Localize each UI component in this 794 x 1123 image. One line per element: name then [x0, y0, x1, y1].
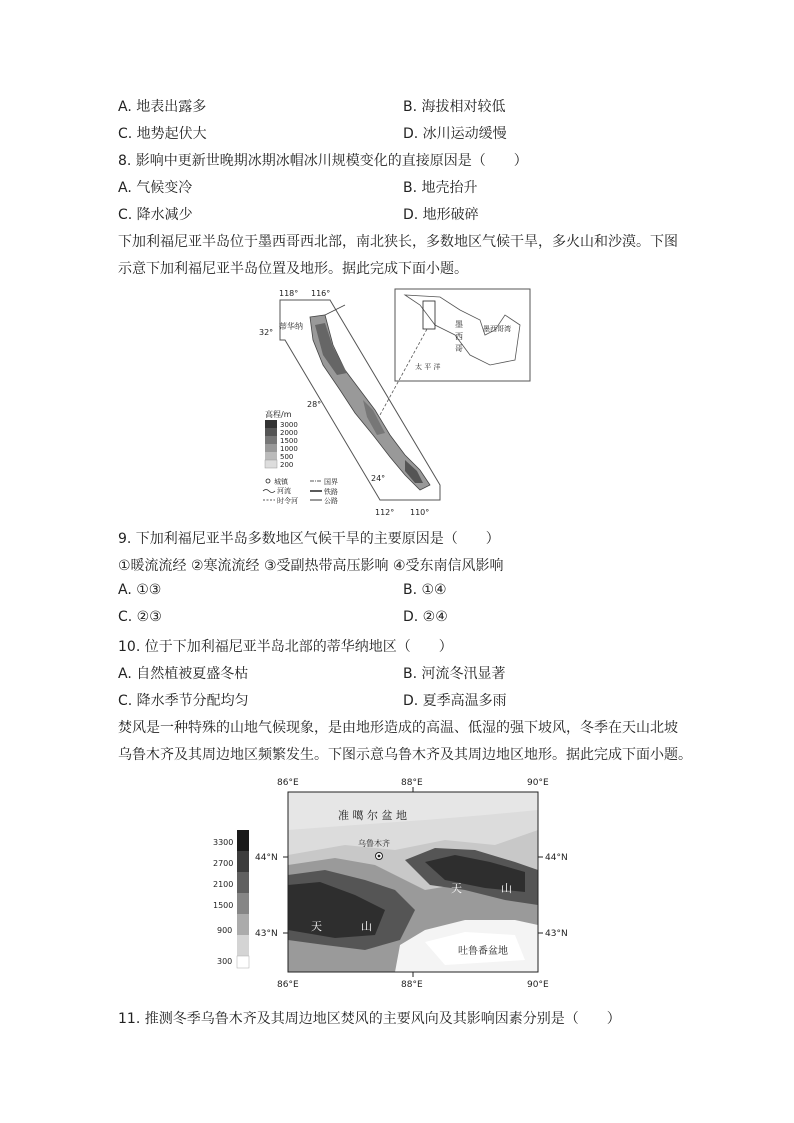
map2-legend-0: 3300 [213, 838, 234, 847]
q9-option-b: B. ①④ [403, 582, 447, 598]
q8-stem: 8. 影响中更新世晚期冰期冰帽冰川规模变化的直接原因是（ ） [118, 153, 528, 169]
passage2-line1: 焚风是一种特殊的山地气候现象，是由地形造成的高温、低湿的强下坡风，冬季在天山北坡 [118, 720, 678, 736]
lon-112-label: 112° [375, 508, 395, 517]
lon-90e-bottom: 90°E [527, 980, 549, 990]
lon-118-label: 118° [279, 289, 299, 298]
legend-railway: 铁路 [324, 488, 338, 496]
q7-option-b: B. 海拔相对较低 [403, 99, 506, 115]
legend-river: 河流 [277, 487, 291, 495]
turpan-basin-label: 吐鲁番盆地 [458, 946, 508, 957]
lat-28-label: 28° [307, 400, 322, 409]
legend-border: 国界 [324, 478, 338, 486]
q9-option-c: C. ②③ [118, 609, 162, 625]
q7-option-c: C. 地势起伏大 [118, 126, 207, 142]
q8-option-c: C. 降水减少 [118, 207, 193, 223]
passage1-line1: 下加利福尼亚半岛位于墨西哥西北部，南北狭长，多数地区气候干旱，多火山和沙漠。下图 [118, 234, 678, 250]
q10-option-c: C. 降水季节分配均匀 [118, 693, 249, 709]
q8-option-b: B. 地壳抬升 [403, 180, 478, 196]
tianshan-east-char2: 山 [501, 882, 512, 895]
inset-pacific-label: 太 平 洋 [415, 363, 441, 371]
lat-24-label: 24° [371, 474, 386, 483]
urumqi-terrain-map [213, 770, 585, 995]
q9-option-a: A. ①③ [118, 582, 162, 598]
q8-option-a: A. 气候变冷 [118, 180, 193, 196]
q7-option-d: D. 冰川运动缓慢 [403, 126, 507, 142]
junggar-basin-label: 准 噶 尔 盆 地 [338, 809, 407, 822]
q9-choices: ①暖流流经 ②寒流流经 ③受副热带高压影响 ④受东南信风影响 [118, 558, 504, 574]
tianshan-west-char1: 天 [311, 920, 322, 933]
lat-43n-left: 43°N [255, 929, 278, 939]
map2-legend-3: 1500 [213, 901, 234, 910]
q9-option-d: D. ②④ [403, 609, 448, 625]
legend-road: 公路 [324, 497, 338, 505]
q8-option-d: D. 地形破碎 [403, 207, 479, 223]
tijuana-label: 蒂华纳 [279, 322, 303, 331]
map2-legend-1: 2700 [213, 859, 234, 868]
inset-mexico-3: 哥 [455, 344, 463, 353]
inset-mexico-2: 西 [455, 332, 463, 341]
tianshan-west-char2: 山 [361, 920, 372, 933]
map2-legend-2: 2100 [213, 880, 234, 889]
lat-32-label: 32° [259, 328, 274, 337]
lon-110-label: 110° [410, 508, 430, 517]
q7-option-a: A. 地表出露多 [118, 99, 207, 115]
lat-43n-right: 43°N [545, 929, 568, 939]
map2-legend-5: 300 [217, 957, 233, 966]
tianshan-east-char1: 天 [451, 882, 462, 895]
q11-stem: 11. 推测冬季乌鲁木齐及其周边地区焚风的主要风向及其影响因素分别是（ ） [118, 1011, 621, 1027]
q9-stem: 9. 下加利福尼亚半岛多数地区气候干旱的主要原因是（ ） [118, 531, 500, 547]
lat-44n-left: 44°N [255, 853, 278, 863]
lon-88e-bottom: 88°E [401, 980, 423, 990]
legend-level-4: 500 [280, 453, 294, 461]
q10-option-d: D. 夏季高温多雨 [403, 693, 507, 709]
q10-stem: 10. 位于下加利福尼亚半岛北部的蒂华纳地区（ ） [118, 639, 453, 655]
passage1-line2: 示意下加利福尼亚半岛位置及地形。据此完成下面小题。 [118, 261, 468, 277]
lon-90e-top: 90°E [527, 778, 549, 788]
legend-level-0: 3000 [280, 421, 298, 429]
urumqi-label: 乌鲁木齐 [358, 839, 390, 848]
inset-mexico-1: 墨 [455, 320, 463, 329]
lon-116-label: 116° [311, 289, 331, 298]
lon-86e-bottom: 86°E [277, 980, 299, 990]
inset-gulf-label: 墨西哥湾 [483, 325, 511, 333]
passage2-line2: 乌鲁木齐及其周边地区频繁发生。下图示意乌鲁木齐及其周边地区地形。据此完成下面小题。 [118, 747, 692, 763]
legend-level-2: 1500 [280, 437, 298, 445]
lat-44n-right: 44°N [545, 853, 568, 863]
lon-88e-top: 88°E [401, 778, 423, 788]
q10-option-b: B. 河流冬汛显著 [403, 666, 506, 682]
legend-city: 城镇 [274, 478, 288, 486]
legend-title: 高程/m [265, 410, 292, 419]
legend-level-5: 200 [280, 461, 294, 469]
q10-option-a: A. 自然植被夏盛冬枯 [118, 666, 249, 682]
legend-level-1: 2000 [280, 429, 298, 437]
lon-86e-top: 86°E [277, 778, 299, 788]
map2-legend-4: 900 [217, 926, 233, 935]
legend-seasonal-river: 时令河 [277, 497, 298, 505]
baja-california-map [255, 285, 545, 520]
legend-level-3: 1000 [280, 445, 298, 453]
